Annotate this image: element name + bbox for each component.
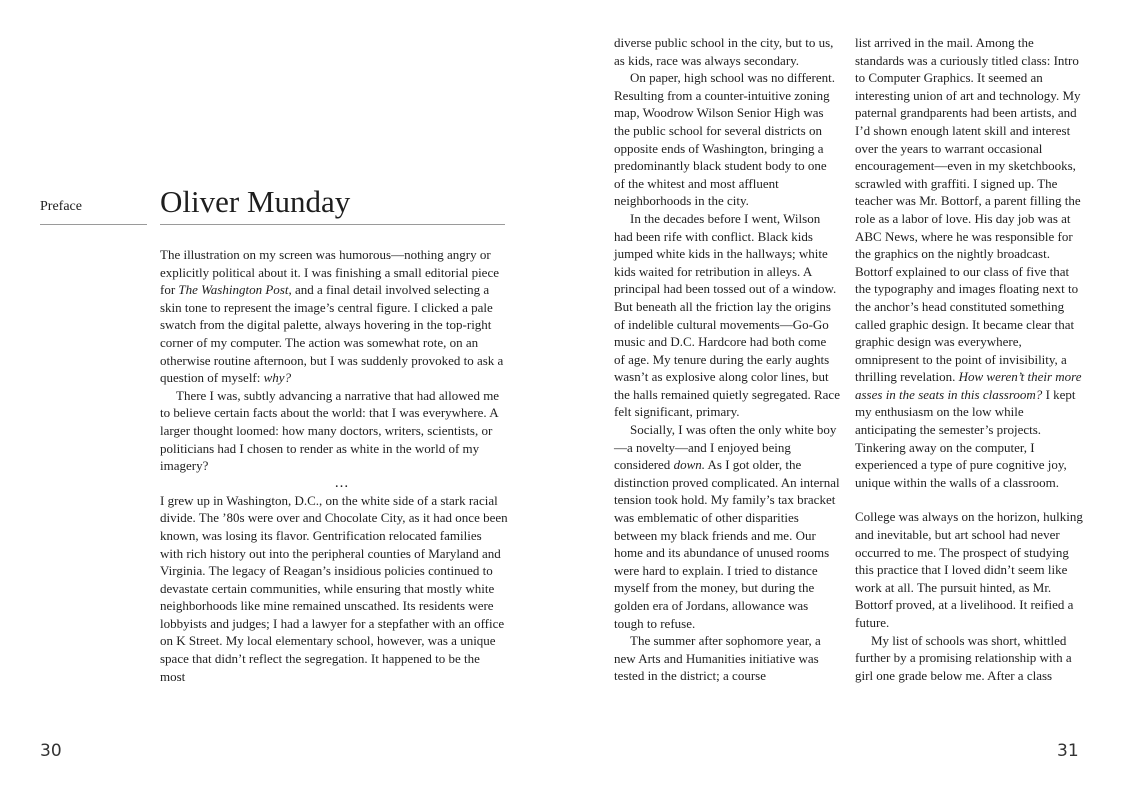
section-label: Preface <box>40 199 82 214</box>
right-page-column-2 <box>855 34 1084 684</box>
section-rule <box>40 224 147 225</box>
right-page-column-1 <box>614 34 840 685</box>
col2-paragraph-3: In the decades before I went, Wilson had been rife with conflict. Black kids jumped white kids in the hallways; white kids waited for retribution in alleys. A principal had been tossed out of a window. But beneath all the friction lay the origins of indelible cultural movements—Go-Go music and D.C. Hardcore had both come of age. My tenure during the early aughts wasn’t as explosive along color lines, but the halls remained quietly segregated. Race felt significant, primary. <box>614 210 840 420</box>
page-number-right: 31 <box>1057 741 1079 761</box>
paragraph-gap <box>855 491 1084 508</box>
col2-paragraph-4: Socially, I was often the only white boy—a novelty—and I enjoyed being considered down. As I got older, the distinction proved complicated. An internal tension took hold. My family’s tax bracket was emblematic of other disparities between my black friends and me. Our home and its abundance of unused rooms were hard to explain. I tried to distance myself from the money, but during the golden era of Jordans, allowance was tough to refuse. <box>614 422 840 631</box>
left-page-body <box>160 246 508 685</box>
title-rule <box>160 224 505 225</box>
col2-paragraph-5: The summer after sophomore year, a new Arts and Humanities initiative was tested in the district; a course <box>614 633 821 684</box>
col3-paragraph-3: My list of schools was short, whittled further by a promising relationship with a girl one grade below me. After a class <box>855 632 1072 683</box>
col3-paragraph-1: list arrived in the mail. Among the standards was a curiously titled class: Intro to Computer Graphics. It seemed an interesting union of art and technology. My paternal grandparents had been artists, and I’d shown enough latent skill and interest over the years to warrant occasional encouragement—even in my sketchbooks, scrawled with graffiti. I signed up. The teacher was Mr. Bottorf, a parent filling the role as a labor of love. His day job was at ABC News, where he was responsible for the graphics on the nightly broadcast. Bottorf explained to our class of five that the typography and images floating next to the anchor’s head constituted something called graphic design. It became clear that graphic design was everywhere, omnipresent to the point of invisibility, a thrilling revelation. How weren’t their more asses in the seats in this classroom? I kept my enthusiasm on the low while anticipating the semester’s projects. Tinkering away on the computer, I experienced a type of pure cognitive joy, unique within the walls of a classroom. <box>855 35 1082 490</box>
chapter-title: Oliver Munday <box>160 184 351 219</box>
paragraph-3: I grew up in Washington, D.C., on the white side of a stark racial divide. The ’80s were over and Chocolate City, as it had once been known, was losing its flavor. Gentrification relocated families with rich history out into the peripheral counties of Maryland and Virginia. The legacy of Reagan’s insidious policies continued to devastate certain communities, while ensuring that mostly white neighborhoods like mine remained unscathed. Its residents were lobbyists and judges; I had a lawyer for a stepfather with an office on K Street. My local elementary school, however, was a unique space that didn’t reflect the segregation. It happened to be the most <box>160 492 508 684</box>
col2-paragraph-2: On paper, high school was no different. Resulting from a counter-intuitive zoning map, Woodrow Wilson Senior High was the public school for several districts on opposite ends of Washington, bringing a predominantly black student body to one of the whitest and most affluent neighborhoods in the city. <box>614 70 836 209</box>
paragraph-1: The illustration on my screen was humorous—nothing angry or explicitly political about it. I was finishing a small editorial piece for The Washington Post, and a final detail involved selecting a skin tone to represent the image’s central figure. I clicked a pale swatch from the digital palette, always hovering in the top-right corner of my computer. The action was somewhat rote, on an otherwise routine afternoon, but I was suddenly provoked to ask a question of myself: why? <box>160 247 504 386</box>
section-separator: ... <box>334 474 350 491</box>
col3-paragraph-2: College was always on the horizon, hulking and inevitable, but art school had never occurred to me. The prospect of studying this practice that I loved didn’t seem like work at all. The pursuit hinted, as Mr. Bottorf proved, at a livelihood. It reified a future. <box>855 509 1083 630</box>
col2-paragraph-1: diverse public school in the city, but to us, as kids, race was always secondary. <box>614 35 834 68</box>
page-number-left: 30 <box>40 741 62 761</box>
paragraph-2: There I was, subtly advancing a narrative that had allowed me to believe certain facts about the world: that I was everywhere. A larger thought loomed: how many doctors, writers, scientists, or politicians had I chosen to render as white in the world of my imagery? <box>160 387 500 474</box>
